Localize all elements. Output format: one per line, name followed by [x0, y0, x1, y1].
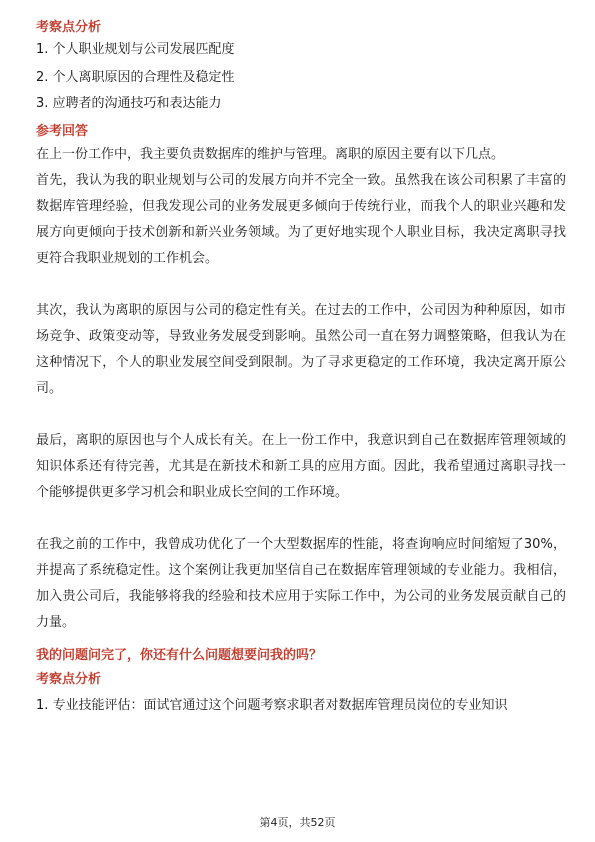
section-heading-answer: 参考回答: [36, 124, 89, 139]
list-item: 2. 个人离职原因的合理性及稳定性: [36, 70, 235, 85]
list-item: 1. 个人职业规划与公司发展匹配度: [36, 42, 235, 57]
section-heading-analysis: 考察点分析: [36, 20, 102, 35]
answer-paragraph: 首先，我认为我的职业规划与公司的发展方向并不完全一致。虽然我在该公司积累了丰富的数据库管理经验，但我发现公司的业务发展更多倾向于传统行业，而我个人的职业兴趣和发展方向更倾向于技术创新和新兴业务领域。为了更好地实现个人职业目标，我决定离职寻找更符合我职业规划的工作机会。: [36, 173, 566, 266]
answer-paragraph: 其次，我认为离职的原因与公司的稳定性有关。在过去的工作中，公司因为种种原因，如市场竞争、政策变动等，导致业务发展受到影响。虽然公司一直在努力调整策略，但我认为在这种情况下，个人的职业发展空间受到限制。为了寻求更稳定的工作环境，我决定离开原公司。: [36, 303, 566, 396]
page-content: [36, 18, 566, 722]
list-item: 3. 应聘者的沟通技巧和表达能力: [36, 96, 222, 111]
answer-paragraph: 最后，离职的原因也与个人成长有关。在上一份工作中，我意识到自己在数据库管理领域的知识体系还有待完善，尤其是在新技术和新工具的应用方面。因此，我希望通过离职寻找一个能够提供更多学习机会和职业成长空间的工作环境。: [36, 433, 566, 500]
answer-paragraph: 在我之前的工作中，我曾成功优化了一个大型数据库的性能，将查询响应时间缩短了30%，并提高了系统稳定性。这个案例让我更加坚信自己在数据库管理领域的专业能力。我相信，加入贵公司后，我能够将我的经验和技术应用于实际工作中，为公司的业务发展贡献自己的力量。: [36, 537, 566, 630]
list-item: 1. 专业技能评估：面试官通过这个问题考察求职者对数据库管理员岗位的专业知识: [36, 698, 508, 713]
page-footer: 第4页，共52页: [259, 816, 336, 829]
answer-intro: 在上一份工作中，我主要负责数据库的维护与管理。离职的原因主要有以下几点。: [36, 147, 505, 162]
question-heading: 我的问题问完了，你还有什么问题想要问我的吗？: [36, 648, 323, 663]
section-heading-analysis: 考察点分析: [36, 672, 102, 687]
